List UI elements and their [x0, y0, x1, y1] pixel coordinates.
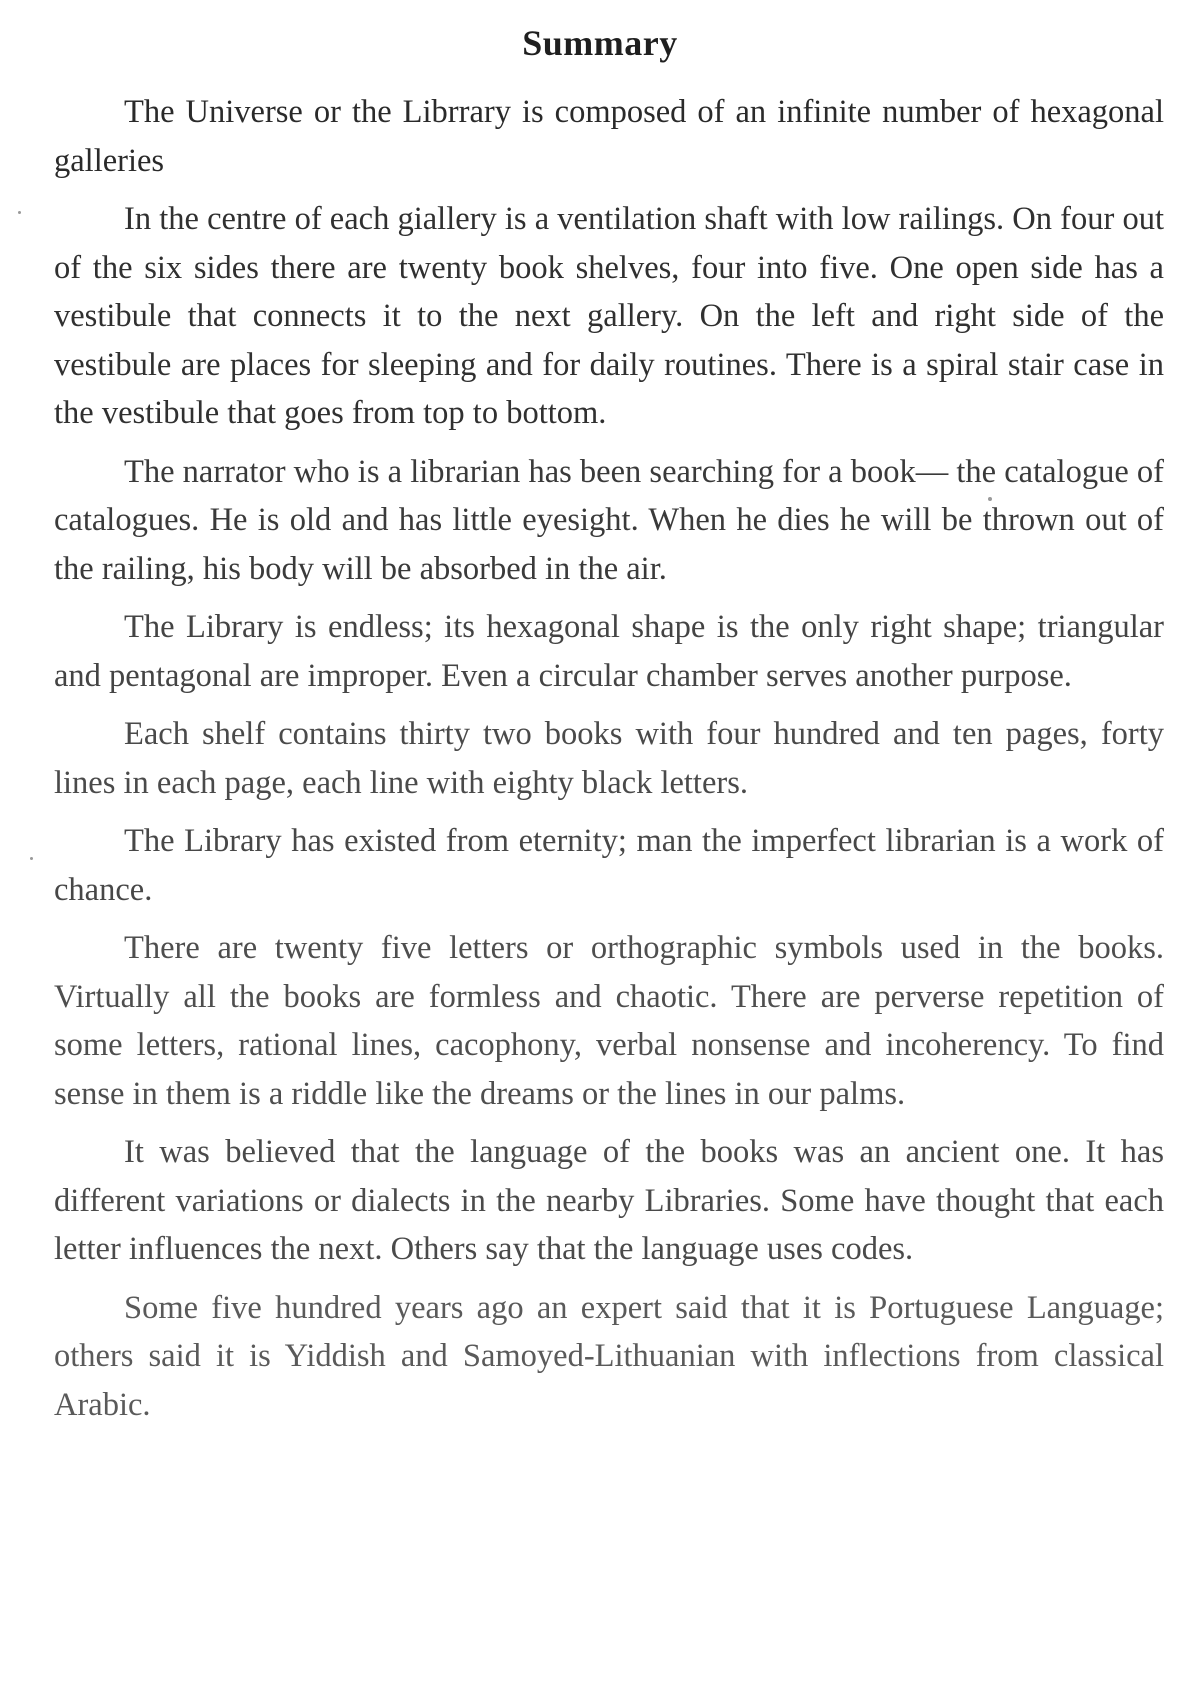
paragraph-1: The Universe or the Librrary is composed of an infinite number of hexagonal galleries: [54, 94, 1164, 179]
paragraph-3: The narrator who is a librarian has been searching for a book— the catalogue of catalogues. He is old and has little eyesight. When he dies he will be thrown out of the railing, his body will be absorbed in the air.: [54, 453, 1164, 587]
scan-speck: [988, 497, 992, 501]
paragraph-4: The Library is endless; its hexagonal shape is the only right shape; triangular and pentagonal are improper. Even a circular chamber serves another purpose.: [54, 609, 1164, 694]
paragraph-5: Each shelf contains thirty two books with four hundred and ten pages, forty lines in each page, each line with eighty black letters.: [54, 716, 1164, 801]
page-title: Summary: [522, 23, 678, 63]
scan-speck: [30, 857, 33, 860]
paragraph-7: There are twenty five letters or orthographic symbols used in the books. Virtually all the books are formless and chaotic. There are perverse repetition of some letters, rational lines, cacophony, verbal nonsense and incoherency. To find sense in them is a riddle like the dreams or the lines in our palms.: [54, 930, 1164, 1112]
paragraph-6: The Library has existed from eternity; man the imperfect librarian is a work of chance.: [54, 823, 1164, 908]
paragraph-2: In the centre of each giallery is a ventilation shaft with low railings. On four out of the six sides there are twenty book shelves, four into five. One open side has a vestibule that connects it to the next gallery. On the left and right side of the vestibule are places for sleeping and for daily routines. There is a spiral stair case in the vestibule that goes from top to bottom.: [54, 201, 1164, 431]
scan-speck: [18, 211, 21, 214]
paragraph-8: It was believed that the language of the books was an ancient one. It has different variations or dialects in the nearby Libraries. Some have thought that each letter influences the next. Others say that the language uses codes.: [54, 1134, 1164, 1267]
summary-body: [54, 88, 1164, 1439]
paragraph-9: Some five hundred years ago an expert said that it is Portuguese Language; others said it is Yiddish and Samoyed-Lithuanian with inflections from classical Arabic.: [54, 1289, 1164, 1423]
